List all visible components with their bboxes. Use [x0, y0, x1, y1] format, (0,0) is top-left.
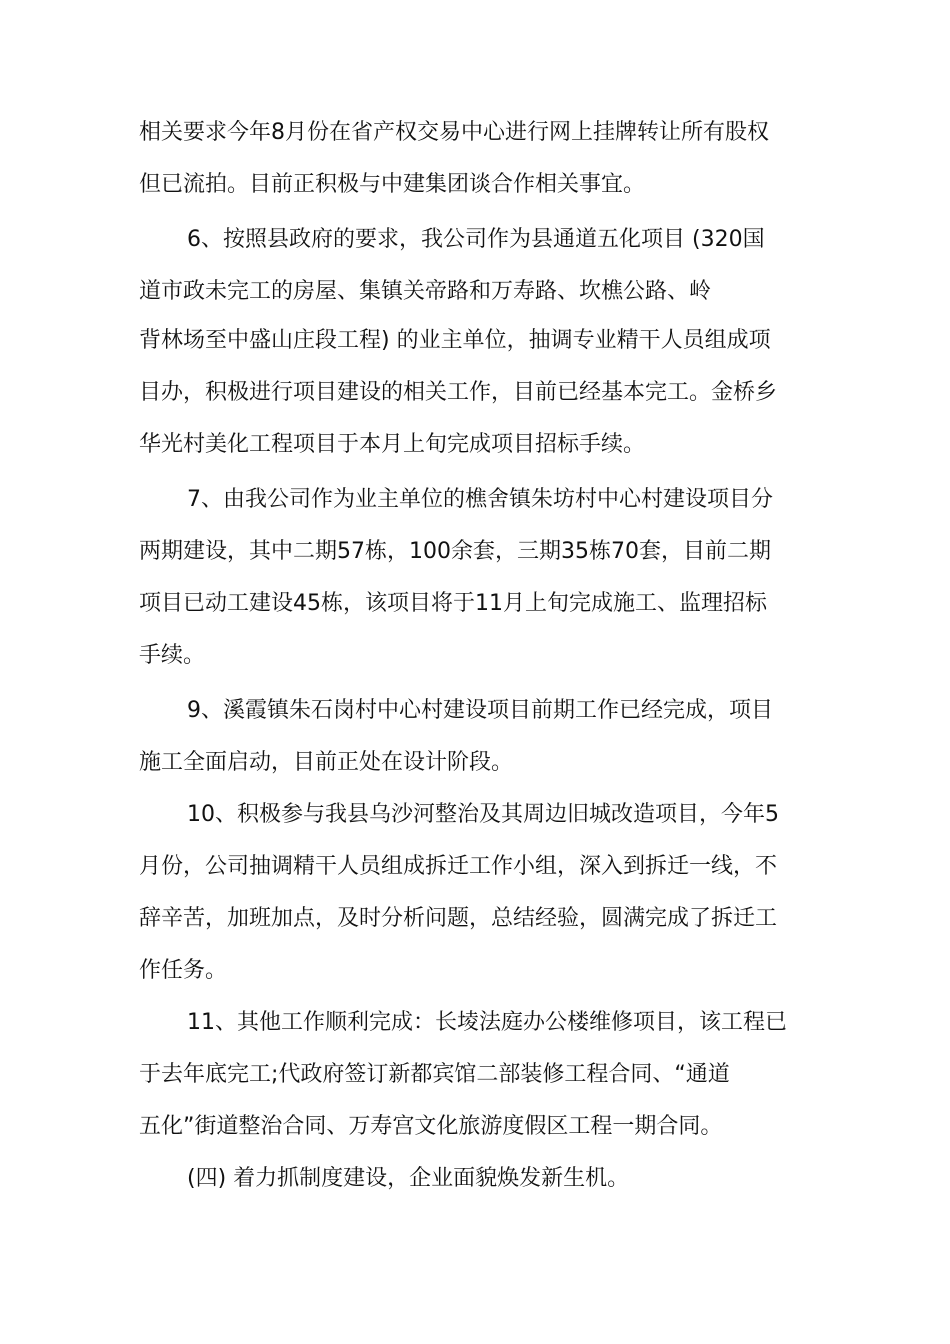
text-line: 9、溪霞镇朱石岗村中心村建设项目前期工作已经完成，项目 [187, 698, 773, 723]
text-line: 辞辛苦，加班加点，及时分析问题，总结经验，圆满完成了拆迁工 [139, 906, 778, 931]
text-line: 两期建设，其中二期57栋，100余套，三期35栋70套，目前二期 [139, 539, 771, 564]
text-line: 但已流拍。目前正积极与中建集团谈合作相关事宜。 [139, 172, 646, 197]
text-line: 月份，公司抽调精干人员组成拆迁工作小组，深入到拆迁一线，不 [139, 854, 778, 879]
text-line: 11、其他工作顺利完成：长堎法庭办公楼维修项目，该工程已 [187, 1010, 787, 1035]
text-line: 项目已动工建设45栋，该项目将于11月上旬完成施工、监理招标 [139, 591, 767, 616]
text-line: 6、按照县政府的要求，我公司作为县通道五化项目 (320国 [187, 227, 765, 252]
text-line: 施工全面启动，目前正处在设计阶段。 [139, 750, 514, 775]
text-line: 相关要求今年8月份在省产权交易中心进行网上挂牌转让所有股权 [139, 120, 769, 145]
text-line: 7、由我公司作为业主单位的樵舍镇朱坊村中心村建设项目分 [187, 487, 773, 512]
text-line: 五化”街道整治合同、万寿宫文化旅游度假区工程一期合同。 [139, 1114, 723, 1139]
text-line: 10、积极参与我县乌沙河整治及其周边旧城改造项目，今年5 [187, 802, 779, 827]
text-line: 华光村美化工程项目于本月上旬完成项目招标手续。 [139, 432, 646, 457]
text-line: 道市政未完工的房屋、集镇关帝路和万寿路、坎樵公路、岭 [139, 279, 712, 304]
text-line: 目办，积极进行项目建设的相关工作，目前已经基本完工。金桥乡 [139, 380, 778, 405]
text-line: 作任务。 [139, 958, 228, 983]
text-line: 手续。 [139, 643, 206, 668]
section-heading: (四) 着力抓制度建设，企业面貌焕发新生机。 [187, 1166, 630, 1191]
text-line: 背林场至中盛山庄段工程) 的业主单位，抽调专业精干人员组成项 [139, 328, 771, 353]
text-line: 于去年底完工;代政府签订新都宾馆二部装修工程合同、“通道 [139, 1062, 730, 1087]
